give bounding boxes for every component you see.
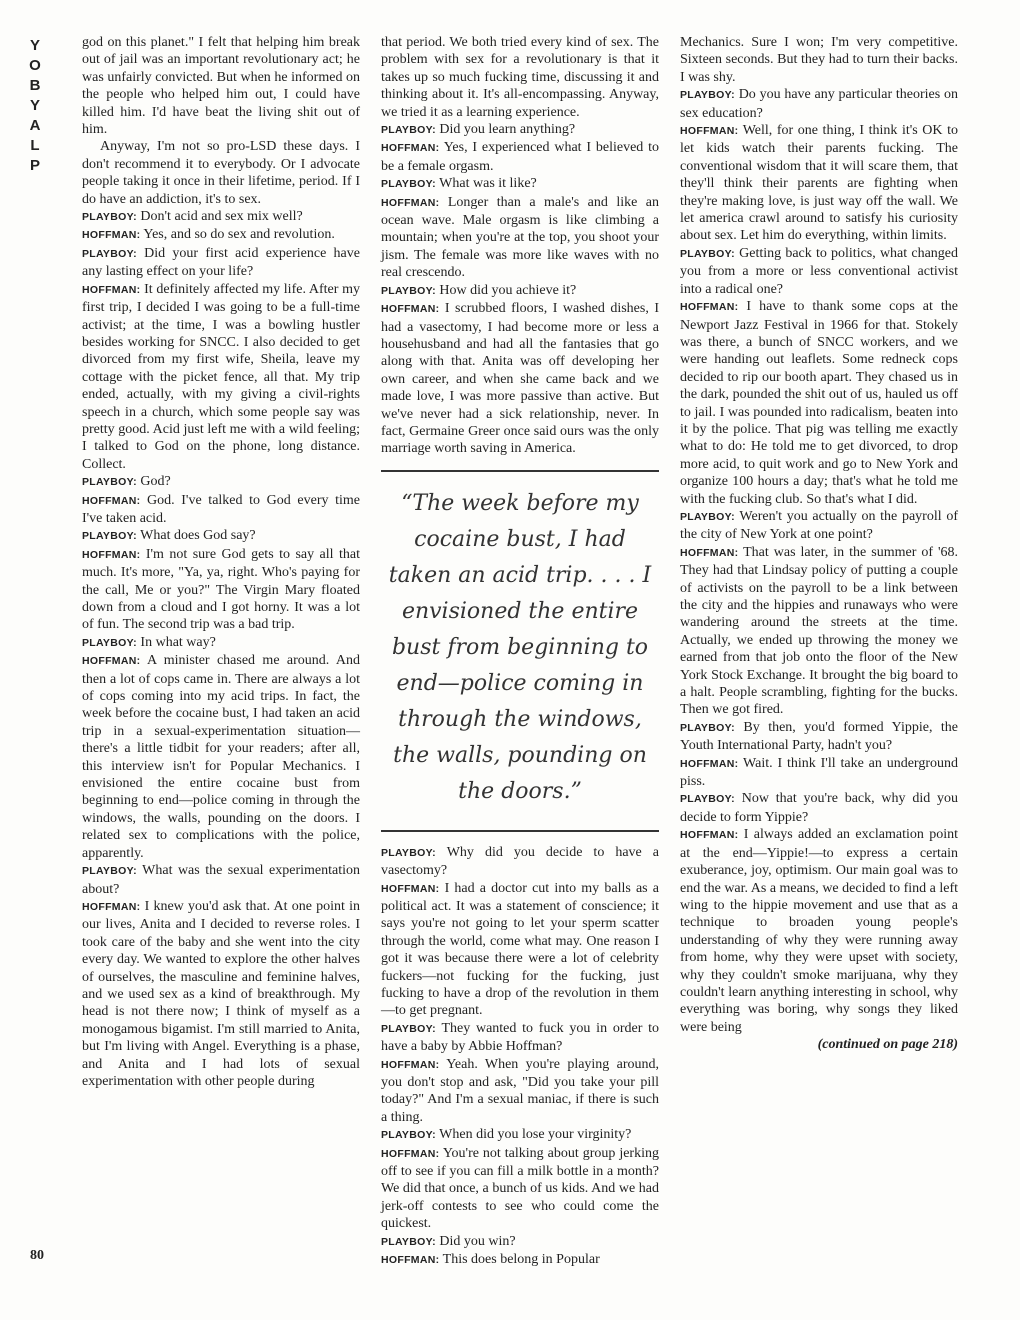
dialogue-paragraph xyxy=(381,880,659,1020)
dialogue-paragraph xyxy=(680,86,958,122)
dialogue-paragraph xyxy=(381,844,659,880)
dialogue-paragraph xyxy=(381,1145,659,1233)
dialogue-paragraph xyxy=(381,139,659,175)
dialogue-paragraph xyxy=(680,544,958,719)
paragraph-text: I have to thank some cops at the Newport Jazz Festival in 1966 for that. Stokely was there, a bunch of SNCC workers, and we were handing out leaflets. Some redneck cops decided to rip our booth apart. They chased us in the dark, pounded the shit out of us, hauled us off to jail. I was pounded into radicalism, beaten into it by the police. That pig was telling me exactly what to do: He told me to get divorced, to drop more acid, to quit work and go to New York and organize 100 hours a day; that's what he told me with the fucking club. So that's what I did. xyxy=(680,299,958,507)
dialogue-paragraph xyxy=(381,1233,659,1251)
speaker-label: PLAYBOY: xyxy=(680,247,735,260)
speaker-label: PLAYBOY: xyxy=(82,247,137,260)
paragraph-text: Did your first acid experience have any lasting effect on your life? xyxy=(82,245,360,280)
dialogue-paragraph xyxy=(680,719,958,755)
paragraph-text: Did you learn anything? xyxy=(439,122,576,138)
paragraph-text: I had a doctor cut into my balls as a political act. It was a statement of conscience; it says you're not going to let your sperm scatter through the world, come what may. One reason I got it was because there were a lot of celebrity fuckers—not fucking for the fucking, just fucking to have a drop of the revolution in them—to get pregnant. xyxy=(381,880,659,1019)
body-paragraph xyxy=(82,138,360,208)
dialogue-paragraph xyxy=(680,298,958,508)
paragraph-text: Why did you decide to have a vasectomy? xyxy=(381,844,660,879)
dialogue-paragraph xyxy=(680,790,958,826)
speaker-label: PLAYBOY: xyxy=(381,178,436,191)
paragraph-text: Did you win? xyxy=(439,1233,516,1249)
paragraph-text: Yeah. When you're playing around, you don't stop and ask, "Did you take your pill today?" And I'm a sexual maniac, if there is such a thing. xyxy=(381,1056,659,1125)
continued-note: (continued on page 218) xyxy=(817,1037,958,1053)
speaker-label: PLAYBOY: xyxy=(680,510,735,523)
speaker-label: PLAYBOY: xyxy=(82,211,137,224)
paragraph-text: I always added an exclamation point at the end—Yippie!—to express a certain exuberance, joy, optimism. Our main goal was to end the war. As a means, we decided to find a left wing to the hippie movement and use that as a technique to broaden young people's understanding of why they were running away from home, why they were upset with society, why they couldn't smoke marijuana, why they couldn't learn anything interesting in school, why everything was boring, why songs they liked were being xyxy=(680,827,959,1035)
paragraph-text: Yes, and so do sex and revolution. xyxy=(143,227,335,243)
paragraph-text: It definitely affected my life. After my first trip, I decided I was going to be a full-time activist; at the time, I was a bowling hustler besides working for SNCC. I also decided to get divorced from my first wife, Sheila, leave my cottage with the picket fence, all that. My trip ended, actually, with my giving a civil-rights speech in a church, which some people say was pretty good. Acid just left me with a wild feeling; I talked to God on the phone, long distance. Collect. xyxy=(82,281,361,472)
paragraph-text: You're not talking about group jerking off to see if you can fill a milk bottle in a month? We did that once, a bunch of us kids. And we had jerk-off contests to see who could come the quickest. xyxy=(381,1145,659,1232)
dialogue-paragraph xyxy=(680,826,958,1036)
paragraph-text: god on this planet." I felt that helping him break out of jail was an important revolutionary act; he was unfairly convicted. But when he informed on the people who helped him out, I could have killed him. I'd have beat the living shit out of him. xyxy=(82,35,360,138)
paragraph-text: Well, for one thing, I think it's OK to let kids watch their parents fucking. The conventional wisdom that it will scare them, that they'll think their parents are fighting when they're making love, is just way off the wall. We let america crawl around to satisfy his curiosity about sex. Let him do everything, within limits. xyxy=(680,123,958,244)
masthead-letter: P xyxy=(29,157,40,174)
dialogue-paragraph xyxy=(82,527,360,545)
speaker-label: HOFFMAN: xyxy=(82,548,141,561)
speaker-label: PLAYBOY: xyxy=(680,793,735,806)
paragraph-text: that period. We both tried every kind of sex. The problem with sex for a revolutionary is that it takes up so much fucking time, discussing it and thinking about it. It's all-encompassing. Anyway, we tried it as a learning experience. xyxy=(381,35,659,120)
paragraph-text: Do you have any particular theories on sex education? xyxy=(680,87,958,121)
dialogue-paragraph xyxy=(381,300,659,458)
pull-quote: “The week before my cocaine bust, I had taken an acid trip. . . . I envisioned the entire bust from beginning to end—police coming in through the windows, the walls, pounding on the doors.” xyxy=(381,470,659,832)
dialogue-paragraph xyxy=(82,245,360,281)
paragraph-text: God? xyxy=(140,474,171,490)
speaker-label: HOFFMAN: xyxy=(82,229,141,242)
dialogue-paragraph xyxy=(381,121,659,139)
dialogue-paragraph xyxy=(381,1056,659,1127)
paragraph-text: When did you lose your virginity? xyxy=(439,1127,632,1143)
paragraph-text: What was the sexual experimentation about? xyxy=(82,863,360,897)
paragraph-text: Longer than a male's and like an ocean wave. Male orgasm is like climbing a mountain; when you're at the top, you shoot your jism. The female was more like waves with no real crescendo. xyxy=(381,194,660,281)
speaker-label: PLAYBOY: xyxy=(381,1022,436,1035)
dialogue-paragraph xyxy=(680,245,958,298)
dialogue-paragraph xyxy=(381,1126,659,1144)
paragraph-text: Don't acid and sex mix well? xyxy=(140,209,303,225)
paragraph-text: They wanted to fuck you in order to have a baby by Abbie Hoffman? xyxy=(381,1020,660,1055)
dialogue-paragraph xyxy=(82,226,360,244)
speaker-label: HOFFMAN: xyxy=(381,1147,440,1160)
speaker-label: PLAYBOY: xyxy=(680,721,735,734)
speaker-label: PLAYBOY: xyxy=(680,89,735,102)
speaker-label: PLAYBOY: xyxy=(381,1129,436,1142)
masthead-letter: A xyxy=(29,117,41,134)
dialogue-paragraph xyxy=(82,492,360,528)
article-column-3 xyxy=(680,34,958,1054)
paragraph-text: What does God say? xyxy=(140,528,256,544)
dialogue-paragraph xyxy=(82,208,360,226)
speaker-label: HOFFMAN: xyxy=(82,494,141,507)
speaker-label: HOFFMAN: xyxy=(82,655,141,668)
speaker-label: HOFFMAN: xyxy=(381,1254,440,1267)
paragraph-text: Yes, I experienced what I believed to be a female orgasm. xyxy=(381,140,659,174)
dialogue-paragraph xyxy=(381,1020,659,1056)
speaker-label: HOFFMAN: xyxy=(381,303,440,316)
dialogue-paragraph xyxy=(82,546,360,634)
paragraph-text: In what way? xyxy=(140,634,216,650)
speaker-label: HOFFMAN: xyxy=(381,882,440,895)
speaker-label: PLAYBOY: xyxy=(82,476,137,489)
speaker-label: HOFFMAN: xyxy=(680,301,739,314)
dialogue-paragraph xyxy=(381,194,659,282)
article-column-2 xyxy=(381,34,659,1270)
dialogue-paragraph xyxy=(680,122,958,245)
dialogue-paragraph xyxy=(680,755,958,791)
paragraph-text: A minister chased me around. And then a lot of cops came in. There are always a lot of cops coming into my acid trips. In fact, the week before the cocaine bust, I had taken an acid trip in a sexual-experimentation situation—there's a little tidbit for your readers; after all, this interview isn't for Popular Mechanics. I envisioned the entire cocaine bust from beginning to end—police coming in through the windows, the walls, pounding on the doors. I related sex to complications with the police, apparently. xyxy=(82,653,360,861)
paragraph-text: I'm not sure God gets to say all that much. It's more, "Ya, ya, right. Who's paying for the call, Me or you?" The Virgin Mary floated down from a cloud and I got horny. It was a lot of fun. The second trip was a bad trip. xyxy=(82,546,361,633)
masthead-letter: L xyxy=(30,137,40,154)
speaker-label: HOFFMAN: xyxy=(680,125,739,138)
dialogue-paragraph xyxy=(82,898,360,1090)
speaker-label: HOFFMAN: xyxy=(82,900,141,913)
speaker-label: HOFFMAN: xyxy=(82,283,141,296)
paragraph-text: Weren't you actually on the payroll of the city of New York at one point? xyxy=(680,508,959,543)
body-paragraph xyxy=(381,34,659,121)
speaker-label: HOFFMAN: xyxy=(381,196,440,209)
paragraph-text: Anyway, I'm not so pro-LSD these days. I don't recommend it to everybody. Or I advocate people taking it once in their lifetime, period. If I do have an addiction, it's to sex. xyxy=(82,139,360,207)
paragraph-text: That was later, in the summer of '68. They had that Lindsay policy of putting a couple of activists on the payroll to be a link between the city and the hippies and runaways who were wandering around the streets at the time. Actually, we ended up throwing the money we earned from that job onto the floor of the New York Stock Exchange. It brought the big board to a halt. People scrambling, fighting for the bucks. Then we got fired. xyxy=(680,544,958,718)
paragraph-text: Mechanics. Sure I won; I'm very competitive. Sixteen seconds. But they had to turn their backs. I was shy. xyxy=(680,35,958,85)
paragraph-text: God. I've talked to God every time I've taken acid. xyxy=(82,492,360,526)
paragraph-text: Getting back to politics, what changed you from a more or less conventional activist into a radical one? xyxy=(680,245,959,297)
speaker-label: PLAYBOY: xyxy=(82,636,137,649)
speaker-label: PLAYBOY: xyxy=(82,530,137,543)
body-paragraph xyxy=(82,34,360,138)
page-number: 80 xyxy=(30,1248,44,1263)
dialogue-paragraph xyxy=(381,282,659,300)
article-column-1 xyxy=(82,34,360,1090)
masthead-letter: Y xyxy=(29,97,40,114)
dialogue-paragraph xyxy=(82,473,360,491)
masthead-playboy xyxy=(26,36,44,176)
dialogue-paragraph xyxy=(381,175,659,193)
speaker-label: PLAYBOY: xyxy=(381,846,436,859)
dialogue-paragraph xyxy=(82,862,360,898)
masthead-letter: O xyxy=(29,57,41,74)
paragraph-text: What was it like? xyxy=(439,176,537,192)
paragraph-text: Wait. I think I'll take an underground piss. xyxy=(680,755,959,790)
dialogue-paragraph xyxy=(82,652,360,862)
dialogue-paragraph xyxy=(82,634,360,652)
paragraph-text: This does belong in Popular xyxy=(442,1252,600,1268)
speaker-label: PLAYBOY: xyxy=(82,865,137,878)
speaker-label: HOFFMAN: xyxy=(680,546,739,559)
paragraph-text: By then, you'd formed Yippie, the Youth International Party, hadn't you? xyxy=(680,719,959,754)
paragraph-text: I scrubbed floors, I washed dishes, I had a vasectomy, I had become more or less a househusband and had all the fantasies that go along with that. Anita was off developing her own career, and when she came back and we made love, I was more passive than active. But we've never had a sick relationship, never. In fact, Germaine Greer once said ours was the only marriage worth saving in America. xyxy=(381,301,659,457)
body-paragraph xyxy=(680,34,958,86)
speaker-label: PLAYBOY: xyxy=(381,284,436,297)
dialogue-paragraph xyxy=(680,508,958,544)
masthead-letter: Y xyxy=(29,37,40,54)
dialogue-paragraph xyxy=(381,1251,659,1269)
speaker-label: HOFFMAN: xyxy=(381,1058,440,1071)
speaker-label: PLAYBOY: xyxy=(381,1235,436,1248)
speaker-label: PLAYBOY: xyxy=(381,124,436,137)
speaker-label: HOFFMAN: xyxy=(680,757,739,770)
paragraph-text: Now that you're back, why did you decide to form Yippie? xyxy=(680,791,958,825)
speaker-label: HOFFMAN: xyxy=(680,829,739,842)
dialogue-paragraph xyxy=(82,281,360,473)
paragraph-text: I knew you'd ask that. At one point in our lives, Anita and I decided to reverse roles. I took care of the baby and she went into the city every day. We wanted to explore the other halves of ourselves, the masculine and feminine halves, and we used sex as a kind of breakthrough. My head is not there now; I think of myself as a monogamous bigamist. I'm still married to Anita, but I'm living with Angel. Everything is a phase, and Anita and I had lots of sexual experimentation with other people during xyxy=(82,898,360,1089)
speaker-label: HOFFMAN: xyxy=(381,142,440,155)
masthead-letter: B xyxy=(29,77,41,94)
paragraph-text: How did you achieve it? xyxy=(439,282,577,298)
